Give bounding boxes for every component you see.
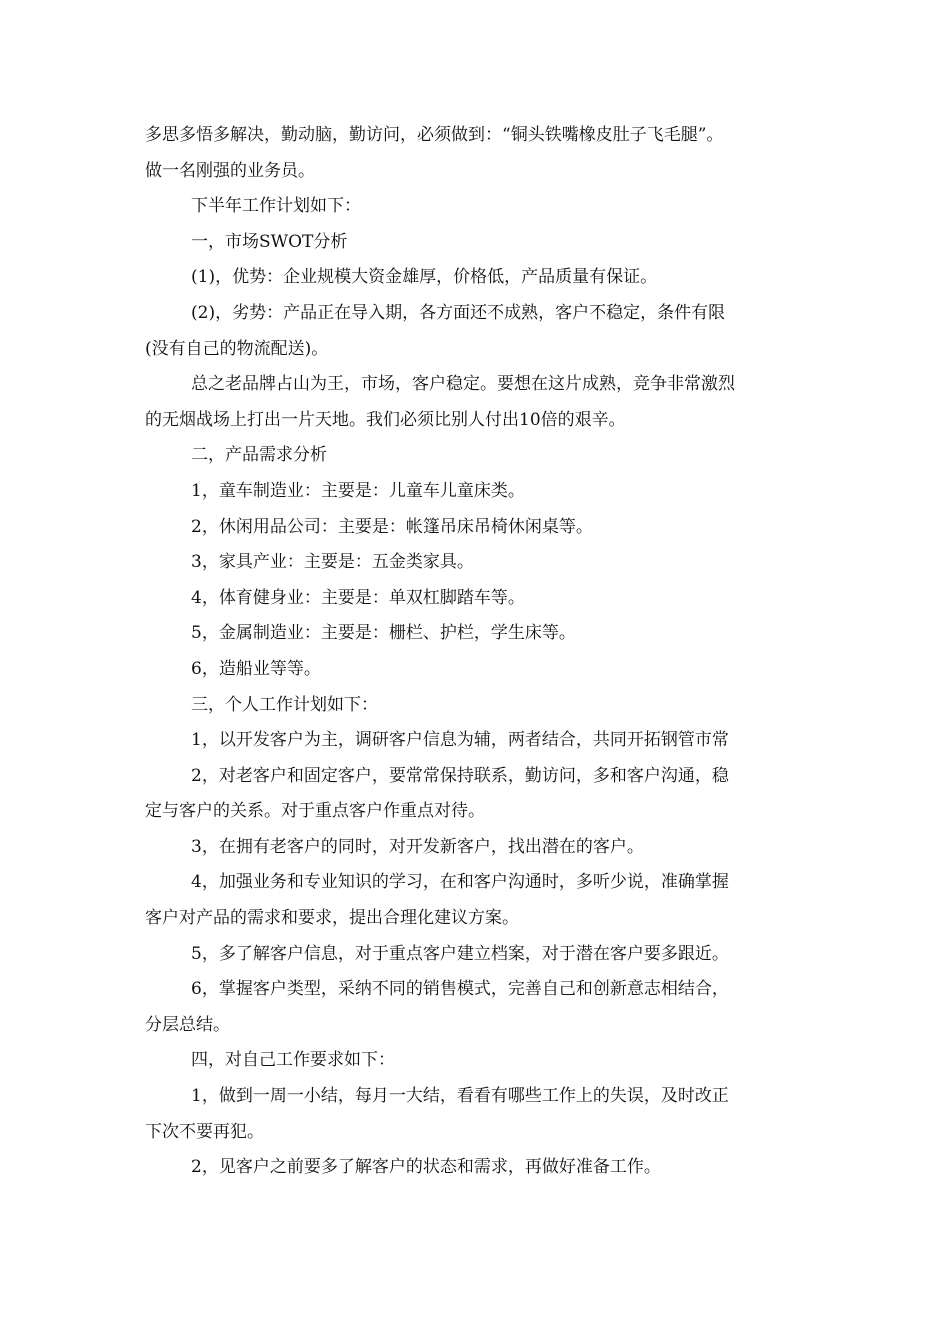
list-item: 3，在拥有老客户的同时，对开发新客户，找出潜在的客户。 [191,836,644,857]
text-line: 下次不要再犯。 [145,1121,264,1142]
list-item: 6，掌握客户类型，采纳不同的销售模式，完善自己和创新意志相结合， [191,979,729,1000]
text-line: 总之老品牌占山为王，市场，客户稳定。要想在这片成熟，竞争非常激烈 [191,374,735,395]
list-item: 2，见客户之前要多了解客户的状态和需求，再做好准备工作。 [191,1157,661,1178]
list-item: 1，童车制造业：主要是：儿童车儿童床类。 [191,480,525,501]
text-line: 多思多悟多解决，勤动脑，勤访问，必须做到：“铜头铁嘴橡皮肚子飞毛腿”。 [145,125,724,145]
section-heading: 一，市场SWOT分析 [191,231,348,252]
document-body [145,118,810,1186]
text-line: 下半年工作计划如下： [191,196,361,217]
list-item: 2，休闲用品公司：主要是：帐篷吊床吊椅休闲桌等。 [191,516,593,537]
list-item: 4，体育健身业：主要是：单双杠脚踏车等。 [191,587,525,608]
list-item: 1，做到一周一小结，每月一大结，看看有哪些工作上的失误，及时改正 [191,1086,729,1107]
section-heading: 三，个人工作计划如下： [191,694,378,715]
text-line: 分层总结。 [145,1014,230,1035]
list-item: 6，造船业等等。 [191,658,321,679]
list-item: 4，加强业务和专业知识的学习，在和客户沟通时，多听少说，准确掌握 [191,872,729,893]
text-line: (2)，劣势：产品正在导入期，各方面还不成熟，客户不稳定，条件有限 [191,302,726,323]
text-line: (1)，优势：企业规模大资金雄厚，价格低，产品质量有保证。 [191,267,658,288]
text-line: 客户对产品的需求和要求，提出合理化建议方案。 [145,908,519,929]
text-line: 做一名刚强的业务员。 [145,160,315,181]
section-heading: 二，产品需求分析 [191,445,327,466]
list-item: 2，对老客户和固定客户，要常常保持联系，勤访问，多和客户沟通，稳 [191,765,729,786]
text-line: 的无烟战场上打出一片天地。我们必须比别人付出10倍的艰辛。 [145,409,626,430]
list-item: 5，金属制造业：主要是：栅栏、护栏，学生床等。 [191,623,576,644]
list-item: 5，多了解客户信息，对于重点客户建立档案，对于潜在客户要多跟近。 [191,943,729,964]
list-item: 3，家具产业：主要是：五金类家具。 [191,552,474,573]
text-line: 定与客户的关系。对于重点客户作重点对待。 [145,801,485,822]
list-item: 1，以开发客户为主，调研客户信息为辅，两者结合，共同开拓钢管市常 [191,730,729,751]
section-heading: 四，对自己工作要求如下： [191,1050,395,1071]
text-line: (没有自己的物流配送)。 [145,338,329,359]
